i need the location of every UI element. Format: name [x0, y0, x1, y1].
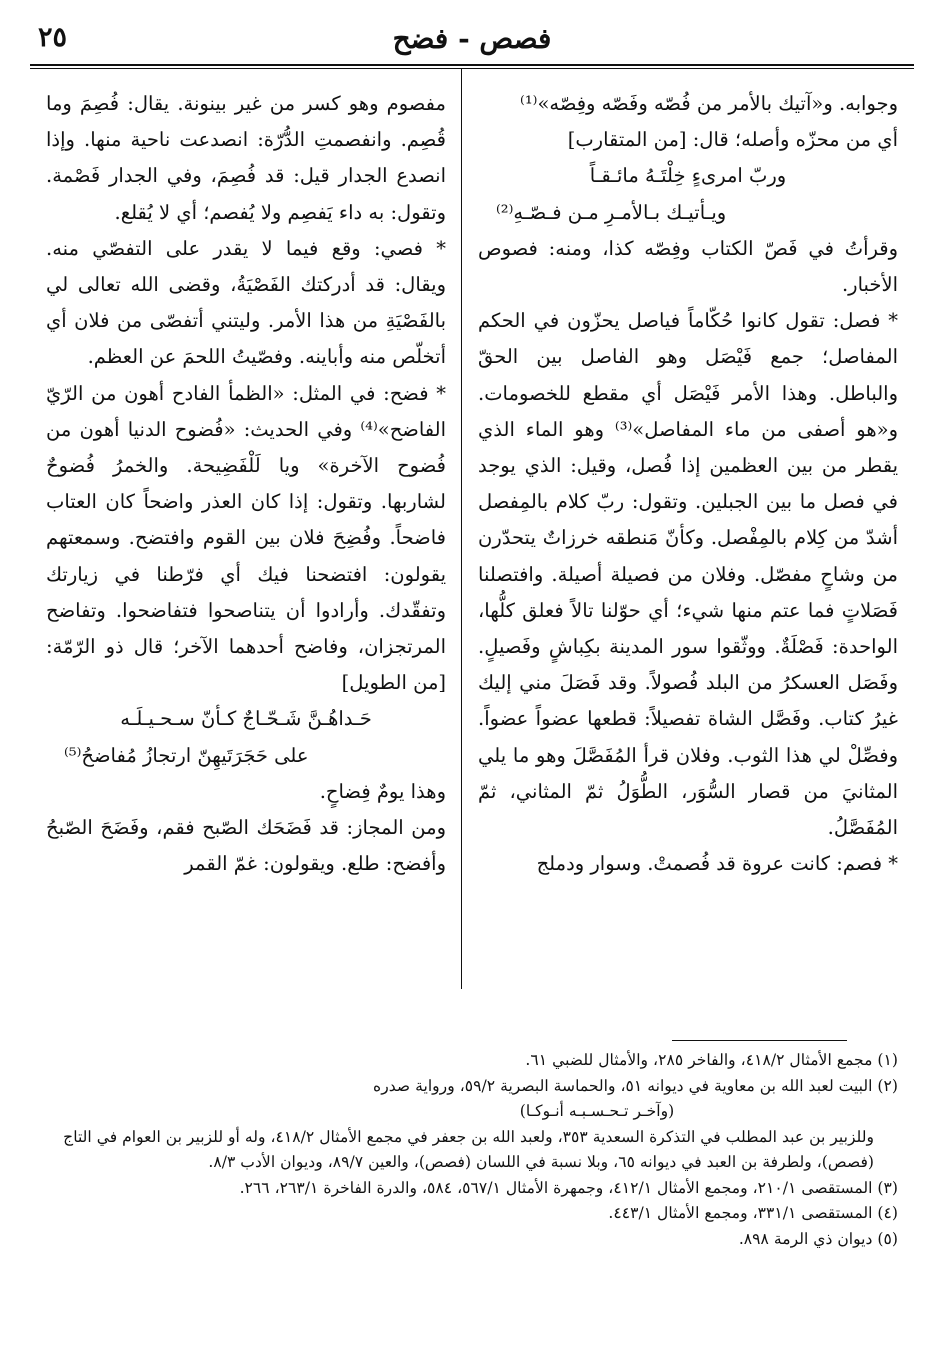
footnotes — [46, 1048, 898, 1252]
entry-fasl: * فصل: تقول كانوا حُكّاماً فياصل يحزّون في الحكم المفاصل؛ جمع فَيْصَل وهو الفاصل بين الحقّ والباطل. وهذا الأمر فَيْصَل أي مقطع للخصومات. و«هو أصفى من ماء المفاصل»⁽³⁾ وهو الماء الذي يقطر من بين العظمين إذا فُصل، وقيل: الذي يوجد في فصل ما بين الجبلين. وتقول: ربّ كلام بالمِفصل أشدّ من كِلام بالمِفْصل. وكأنّ مَنطقه خرزاتٌ يتحدّرن من وشاحٍ مفصّل. وفلان من فصيلة أصيلة. وافتصلنا فَصَلاتٍ فما عتم منها شيء؛ أي حوّلنا تالاً فعلق كلُّها، الواحدة: فَصْلَةٌ. ووثّقوا سور المدينة بكِباشٍ وفَصيلٍ. وفَصَل العسكرُ من البلد فُصولاً. وقد فَصَلَ مني إليك غيرُ كتاب. وفَصَّل الشاة تفصيلاً: قطعها عضواً عضواً. وفصِّلْ لي هذا الثوب. وفلان قرأ المُفَصَّلَ وهو ما يلي المثانيَ من قصار السُّوَر، الطُّوَلُ ثمّ المثاني، ثمّ المُفَصَّلُ. — [478, 309, 898, 840]
running-title: فصص - فضح — [392, 22, 552, 55]
entry-fadh: * فضح: في المثل: «الظمأ الفادح أهون من الرّيّ الفاضح»⁽⁴⁾ وفي الحديث: «فُضوح الدنيا أهون من فُضوح الآخرة» ويا لَلْفَضِيحة. والخمرُ فُضوحٌ لشاربها. وتقول: إذا كان العذر واضحاً كان العتاب فاضحاً. وفُضِحَ فلان بين القوم وافتضح. وسمعتهم يقولون: افتضحنا فيك أي فرّطنا في زيارتك وتفقّدك. وأرادوا أن يتناصحوا فتفاضحوا. وتفاضح المرتجزان، وفاضح أحدهما الآخر؛ قال ذو الرّمّة: [من الطويل] — [46, 381, 446, 695]
footnote: (٥) ديوان ذي الرمة ٨٩٨. — [738, 1229, 898, 1248]
right-column — [478, 86, 898, 991]
footnote-continuation: وللزبير بن عبد المطلب في التذكرة السعدية ٣٥٣، ولعبد الله بن جعفر في مجمع الأمثال ٤١٨/٢، وله أو للزبير بن العوام في التاج (فصص)، ولطرفة بن العبد في ديوانه ٦٥، وبلا نسبة في اللسان (فصص)، والعين ٨٩/٧، وديوان الأدب ٨/٣. — [63, 1127, 874, 1171]
header-rule-thin — [30, 68, 914, 69]
paragraph: أي من محزّه وأصله؛ قال: [من المتقارب] — [567, 128, 898, 152]
verse-line: حَـداهُـنَّ شَـحّـاجٌ كـأنّ سـحـيـلَـه — [120, 707, 372, 731]
footnote: (٢) البيت لعبد الله بن معاوية في ديوانه ٥١، والحماسة البصرية ٥٩/٢، ورواية صدره — [373, 1076, 898, 1095]
footnote: (٤) المستقصى ٣٣١/١، ومجمع الأمثال ٤٤٣/١. — [608, 1204, 898, 1222]
paragraph: ومن المجاز: قد فَضَحَك الصّبح فقم، وفَضَحَ الصّبحُ وأفضح: طلع. ويقولون: غمّ القمر — [46, 816, 446, 876]
page-number: ٢٥ — [38, 22, 68, 53]
paragraph: وهذا يومٌ فِضاحٍ. — [319, 779, 446, 803]
left-column — [46, 86, 446, 991]
entry-fasy: * فصي: وقع فيما لا يقدر على التفصّي منه. ويقال: قد أدركتك الفَصْيَةُ، وقضى الله تعالى لي بالفَصْيَةِ من هذا الأمر. وليتني أتفصّى من فلان أي أتخلّص منه وأباينه. وفصّيتُ اللحمَ عن العظم. — [46, 236, 446, 369]
entry-fasm: * فصم: كانت عروة قد فُصمتْ. وسوار ودملج — [536, 852, 898, 876]
verse-line: ويـأتيـك بـالأمـرِ مـن فـصّـهِ⁽²⁾ — [496, 200, 727, 224]
verse-line: وربّ امرىءٍ خِلْتَـهُ مائـقـاً — [589, 164, 787, 188]
column-divider — [461, 69, 462, 989]
footnote: (١) مجمع الأمثال ٤١٨/٢، والفاخر ٢٨٥، والأمثال للضبي ٦١. — [525, 1051, 898, 1069]
footnote-verse: (وآخـر تـحـسـبـه أنـوكـا) — [519, 1102, 675, 1120]
header-rule — [30, 64, 914, 66]
footnote: (٣) المستقصى ٢١٠/١، ومجمع الأمثال ٤١٢/١، وجمهرة الأمثال ٥٦٧/١، ٥٨٤، والدرة الفاخرة ٢٦٣/١، ٢٦٦. — [239, 1178, 898, 1197]
page-header — [30, 18, 914, 62]
paragraph: وجوابه. و«آتيك بالأمر من فُصّه وفَصّه وفِصّه»⁽¹⁾ — [520, 92, 898, 115]
paragraph: مفصوم وهو كسر من غير بينونة. يقال: فُصِمَ وما قُصِم. وانفصمتِ الدُّرّة: انصدعت ناحية منها. وإذا انصدع الجدار قيل: قد فُصِمَ، وفي الجدار فَصْمة. وتقول: به داء يَفصِم ولا يُفصم؛ أي لا يُقلع. — [46, 92, 446, 224]
paragraph: وقرأتُ في فَصّ الكتاب وفِصّه كذا، ومنه: فصوص الأخبار. — [478, 236, 898, 297]
verse-line: على حَجَرَتَيهِنّ ارتجازُ مُفاضحُ⁽⁵⁾ — [64, 743, 309, 767]
footnote-rule — [672, 1040, 847, 1041]
